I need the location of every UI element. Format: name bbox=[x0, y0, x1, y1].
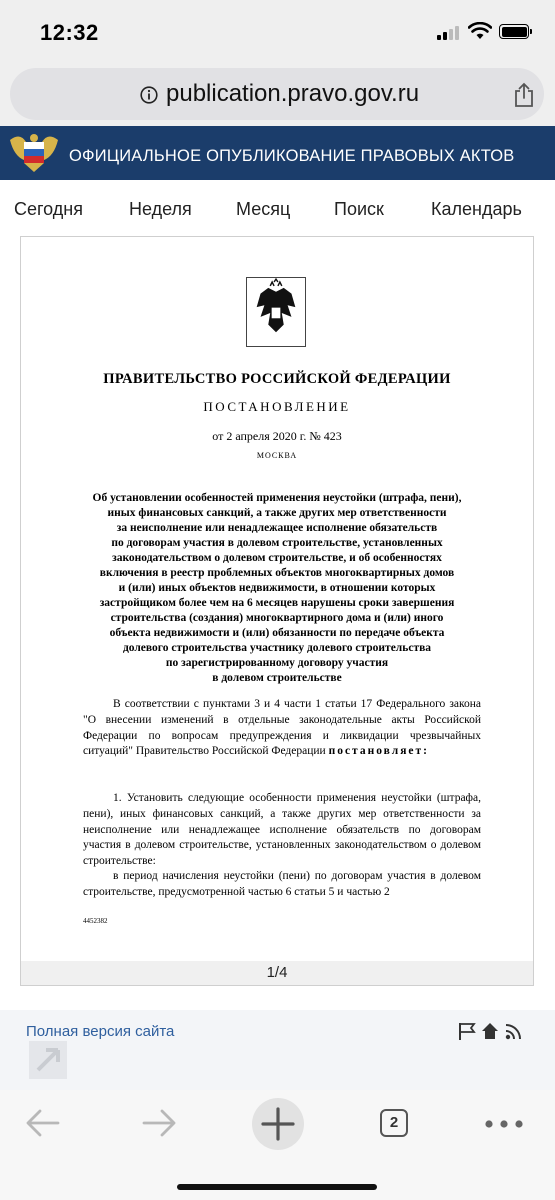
nav-search[interactable]: Поиск bbox=[334, 199, 384, 219]
site-title[interactable]: ОФИЦИАЛЬНОЕ ОПУБЛИКОВАНИЕ ПРАВОВЫХ АКТОВ bbox=[69, 147, 515, 165]
nav-today[interactable]: Сегодня bbox=[14, 199, 83, 219]
document-number: 4452382 bbox=[83, 917, 108, 925]
coat-of-arms-icon bbox=[246, 277, 306, 347]
subject-line: застройщиком более чем на 6 месяцев нарушены сроки завершения bbox=[99, 597, 455, 609]
new-tab-button[interactable] bbox=[252, 1098, 304, 1150]
info-icon[interactable] bbox=[140, 86, 158, 104]
clause-continuation-paragraph: в период начисления неустойки (пени) по договорам участия в долевом строительстве, предусмотренной частью 6 статьи 5 и частью 2 bbox=[83, 870, 481, 898]
status-bar bbox=[0, 0, 555, 64]
subject-line: за неисполнение или ненадлежащее исполнение обязательств bbox=[116, 522, 438, 534]
site-nav bbox=[0, 180, 555, 236]
back-arrow-icon[interactable] bbox=[24, 1108, 60, 1138]
clock: 12:32 bbox=[40, 20, 99, 45]
document-type: ПОСТАНОВЛЕНИЕ bbox=[203, 399, 351, 414]
document-date-number: от 2 апреля 2020 г. № 423 bbox=[212, 429, 342, 443]
subject-line: по договорам участия в долевом строительстве, установленных bbox=[111, 537, 443, 549]
resolves-text: постановляет: bbox=[328, 745, 430, 758]
more-dots-icon[interactable] bbox=[484, 1120, 524, 1128]
eagle-flag-logo-icon[interactable] bbox=[6, 130, 62, 176]
subject-line: и (или) иных объектов недвижимости, в отношении которых bbox=[118, 582, 436, 594]
issuer-heading: ПРАВИТЕЛЬСТВО РОССИЙСКОЙ ФЕДЕРАЦИИ bbox=[103, 371, 451, 387]
nav-month[interactable]: Месяц bbox=[236, 199, 291, 219]
preamble-paragraph bbox=[83, 697, 481, 760]
cellular-signal-icon bbox=[437, 26, 463, 40]
page-indicator: 1/4 bbox=[21, 961, 533, 985]
nav-week[interactable]: Неделя bbox=[129, 199, 192, 219]
address-bar[interactable] bbox=[10, 68, 544, 120]
footer-icons bbox=[458, 1021, 528, 1041]
share-icon[interactable] bbox=[513, 82, 535, 108]
browser-address-area bbox=[0, 64, 555, 126]
subject-line: включения в реестр проблемных объектов многоквартирных домов bbox=[99, 567, 455, 579]
rss-icon[interactable] bbox=[506, 1025, 520, 1039]
subject-line: Об установлении особенностей применения неустойки (штрафа, пени), bbox=[92, 492, 462, 504]
clause-1-paragraph: 1. Установить следующие особенности применения неустойки (штрафа, пени), иных финансовых санкций, а также других мер ответственности за неисполнение или ненадлежащее исполнение обязательств по договорам участия в долевом строительстве, установленных законодательством о долевом строительстве: bbox=[83, 792, 481, 868]
browser-toolbar bbox=[0, 1090, 555, 1200]
subject-line: в долевом строительстве bbox=[212, 672, 342, 684]
preamble-text: В соответствии с пунктами 3 и 4 части 1 статьи 17 Федерального закона "О внесении изменений в отдельные законодательные акты Российской Федерации по вопросам предупреждения и ликвидации чрезвычайных ситуаций" Правительство Российской Федерации bbox=[83, 698, 481, 758]
nav-calendar[interactable]: Календарь bbox=[431, 199, 522, 219]
document-page bbox=[21, 237, 533, 961]
site-header bbox=[0, 126, 555, 180]
battery-icon bbox=[499, 24, 529, 39]
home-indicator bbox=[177, 1184, 377, 1190]
expand-corner-icon[interactable] bbox=[28, 1040, 68, 1080]
home-icon[interactable] bbox=[482, 1023, 498, 1039]
subject-line: объекта недвижимости и (или) обязанности по передаче объекта bbox=[109, 627, 445, 639]
subject-line: долевого строительства участнику долевого строительства bbox=[122, 642, 432, 654]
full-version-link[interactable]: Полная версия сайта bbox=[26, 1023, 175, 1040]
document-subject bbox=[21, 491, 533, 686]
forward-arrow-icon[interactable] bbox=[142, 1108, 178, 1138]
document-city: МОСКВА bbox=[256, 451, 298, 460]
subject-line: законодательством о долевом строительстве, и об особенностях bbox=[112, 552, 442, 564]
wifi-icon bbox=[468, 22, 492, 40]
subject-line: по зарегистрированному договору участия bbox=[165, 657, 389, 669]
tab-switcher-button[interactable]: 2 bbox=[380, 1109, 408, 1137]
url-text[interactable]: publication.pravo.gov.ru bbox=[166, 80, 420, 107]
site-footer bbox=[0, 1010, 555, 1090]
flag-icon[interactable] bbox=[460, 1023, 474, 1040]
subject-line: иных финансовых санкций, а также других мер ответственности bbox=[107, 507, 447, 519]
document-viewer[interactable] bbox=[20, 236, 534, 986]
subject-line: строительства (создания) многоквартирного дома и (или) иного bbox=[110, 612, 444, 624]
plus-icon bbox=[252, 1098, 304, 1150]
